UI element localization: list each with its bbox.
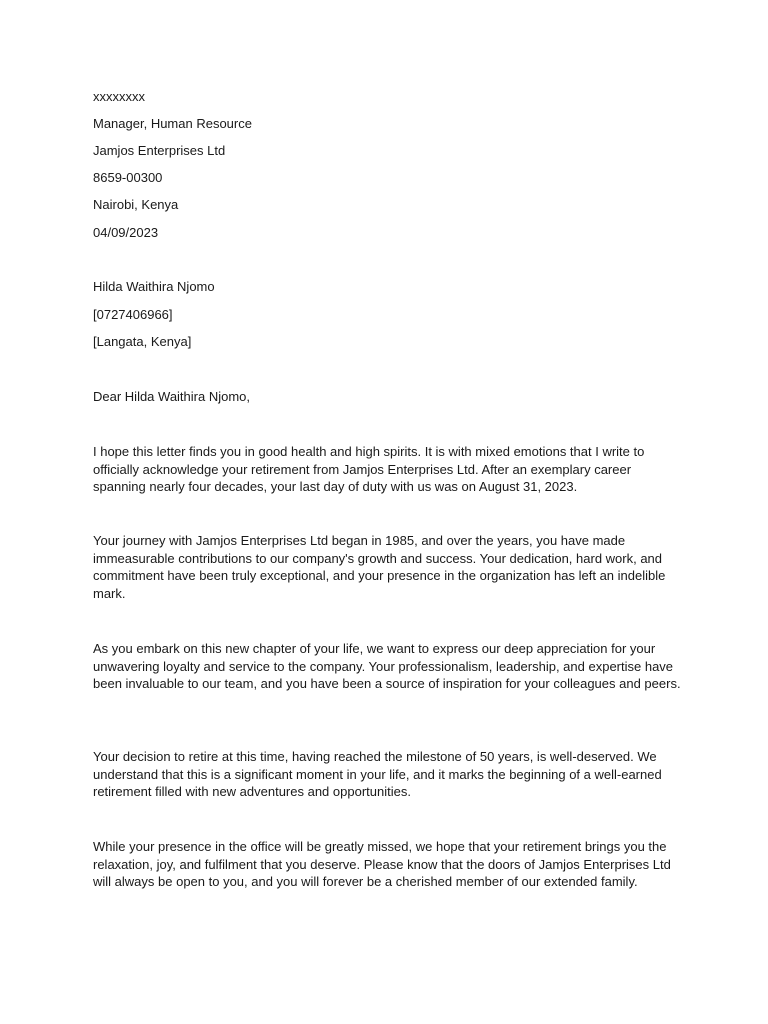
body-paragraph: As you embark on this new chapter of your life, we want to express our deep appreciation for your unwavering loyalty and service to the company. Your professionalism, leadership, and expertise have been invaluable to our team, and you have been a source of inspiration for your colleagues and peers. [93, 641, 681, 692]
sender-company: Jamjos Enterprises Ltd [93, 143, 226, 158]
sender-title: Manager, Human Resource [93, 116, 252, 131]
body-paragraph: Your decision to retire at this time, having reached the milestone of 50 years, is well-deserved. We understand that this is a significant moment in your life, and it marks the beginning of a well-earned retirement filled with new adventures and opportunities. [93, 749, 662, 800]
recipient-name: Hilda Waithira Njomo [93, 279, 215, 294]
body-paragraph: While your presence in the office will be greatly missed, we hope that your retirement brings you the relaxation, joy, and fulfilment that you deserve. Please know that the doors of Jamjos Enterprises Ltd will always be open to you, and you will forever be a cherished member of our extended family. [93, 839, 671, 890]
body-paragraph: Your journey with Jamjos Enterprises Ltd began in 1985, and over the years, you have made immeasurable contributions to our company's growth and success. Your dedication, hard work, and commitment have been truly exceptional, and your presence in the organization has left an indelible mark. [93, 533, 666, 601]
sender-name: xxxxxxxx [93, 89, 145, 104]
sender-postal: 8659-00300 [93, 170, 163, 185]
body-paragraph: I hope this letter finds you in good health and high spirits. It is with mixed emotions that I write to officially acknowledge your retirement from Jamjos Enterprises Ltd. After an exemplary career spanning nearly four decades, your last day of duty with us was on August 31, 2023. [93, 444, 645, 495]
recipient-phone: [0727406966] [93, 307, 173, 322]
recipient-location: [Langata, Kenya] [93, 334, 192, 349]
letter-date: 04/09/2023 [93, 225, 159, 240]
sender-city: Nairobi, Kenya [93, 197, 179, 212]
salutation: Dear Hilda Waithira Njomo, [93, 389, 251, 404]
